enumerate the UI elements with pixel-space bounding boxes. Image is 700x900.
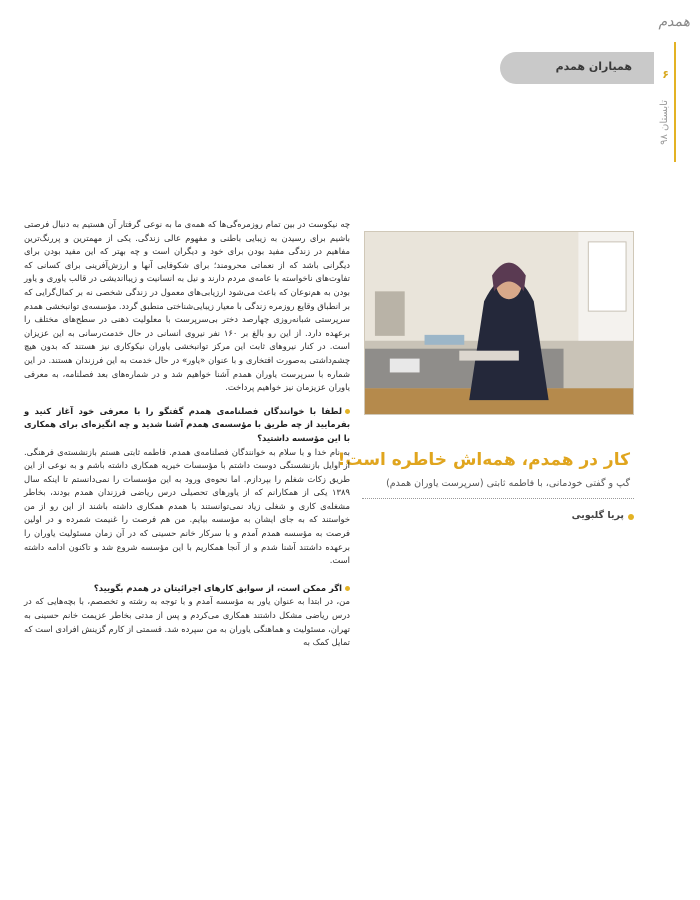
margin-accent-line — [674, 42, 676, 162]
article-intro: چه نیکوست در بین تمام روزمره‌گی‌ها که همه‌ی ما به نوعی گرفتار آن هستیم به دنبال فرصتی باشیم برای رسیدن به زیبایی باطنی و مفهوم عالی زندگی. یکی از مهمترین و پررنگ‌ترین مفاهیم در زندگی مفید بودن برای خود و دیگران است و چه بهتر که این مفید بودن برای دیگرانی باشد که از نعماتی محرومند؛ برای شکوفایی آنها و ارزش‌آفرینی برای کسانی که تفاوت‌های ناخواسته با عامه‌ی مردم دارند و نیل به انسانیت و زیبااندیشی در قالب یاوری و یاور بودن به هم‌نوعان که باعث می‌شود ارزیابی‌های معمول در زندگی شخصی نه بر کمال‌گرایی که بر انطباق وقایع روزمره زندگی با معیار زیبایی‌شناختی منطبق گردد. مؤسسه‌ی توانبخشی همدم سرپرستی شبانه‌روزی چهارصد دختر بی‌سرپرست با معلولیت ذهنی در سطح‌های مختلف را برعهده دارد. از این رو بالغ بر ۱۶۰ نفر نیروی انسانی در حال خدمت‌رسانی به این عزیزان است. در کنار نیروهای ثابت این مرکز توانبخشی یاوران نیکوکاری نیز هستند که بدون هیچ چشم‌داشتی به‌صورت افتخاری و با عنوان «یاور» در حال خدمت به این فرزندان هستند. در این شماره با سرپرست یاوران همدم آشنا خواهیم شد و در شماره‌های بعد فصلنامه، به معرفی یاوران عزیزمان نیز خواهیم پرداخت. — [24, 219, 351, 393]
divider — [362, 498, 634, 499]
answer-2: من، در ابتدا به عنوان یاور به مؤسسه آمدم و با توجه به رشته و تخصصم، با بچه‌هایی که در درس ریاضی مشکل داشتند همکاری می‌کردم و پس از مدتی بخاطر عزیمت خانم حسینی به تهران، مسئولیت و هماهنگی یاوران به من سپرده شد. قسمتی از کارم گزینش افرادی است که تمایل کمک به — [24, 596, 350, 648]
article-photo — [364, 231, 634, 415]
bullet-icon — [345, 409, 350, 414]
magazine-logo: همدم — [658, 14, 690, 30]
question-1 — [24, 405, 350, 446]
question-1-text: لطفا با خوانندگان فصلنامه‌ی همدم گفتگو را با معرفی خود آغاز کنید و بفرمایید از چه طریق با مؤسسه‌ی همدم آشنا شدید و چه انگیزه‌ای برای همکاری با این مؤسسه داشتید؟ — [24, 405, 350, 443]
section-tab — [500, 52, 654, 84]
article-body — [24, 218, 350, 664]
author-name: پریا گلبویی — [571, 510, 624, 521]
question-2 — [24, 582, 350, 596]
question-2-text: اگر ممکن است، از سوابق کارهای اجرائیتان در همدم بگویید؟ — [93, 582, 342, 593]
office-portrait-photo-icon — [365, 232, 633, 414]
bullet-icon — [628, 514, 634, 520]
article-headline: کار در همدم، همه‌اش خاطره است! — [337, 450, 630, 470]
bullet-icon — [345, 586, 350, 591]
answer-1: به نام خدا و با سلام به خوانندگان فصلنامه‌ی همدم. فاطمه ثابتی هستم بازنشسته‌ی فرهنگی. از اوایل بازنشستگی دوست داشتم با مؤسسات خیریه همکاری داشته باشم و به نوعی از این طریق زکات شغلم را بپردازم. اما نحوه‌ی ورود به این مؤسسات را نمی‌دانستم تا اینکه سال ۱۳۸۹ یکی از همکارانم که از یاورهای تحصیلی درس ریاضی فرزندان همدم بودند، بخاطر مشغله‌ی کاری و شغلی زیاد نمی‌توانستند با همدم همکاری داشته باشند از این رو از من خواستند که به جای ایشان به مؤسسه بیایم. من هم فرصت را غنیمت شمرده و در اولین فرصت به مؤسسه همدم آمدم و با سرکار خانم حسینی که در آن زمان مسئولیت یاوران را برعهده داشتند آشنا شدم و از آنجا همکاریم با این مؤسسه شروع شد و تاکنون ادامه داشته است. — [24, 446, 350, 566]
issue-season: تابستان ۹۸ — [659, 100, 670, 145]
section-label: همیاران همدم — [555, 60, 632, 73]
article-subhead: گپ و گفتی خودمانی، با فاطمه ثابتی (سرپرست یاوران همدم) — [386, 478, 630, 489]
page-number: ۶ — [662, 68, 669, 81]
